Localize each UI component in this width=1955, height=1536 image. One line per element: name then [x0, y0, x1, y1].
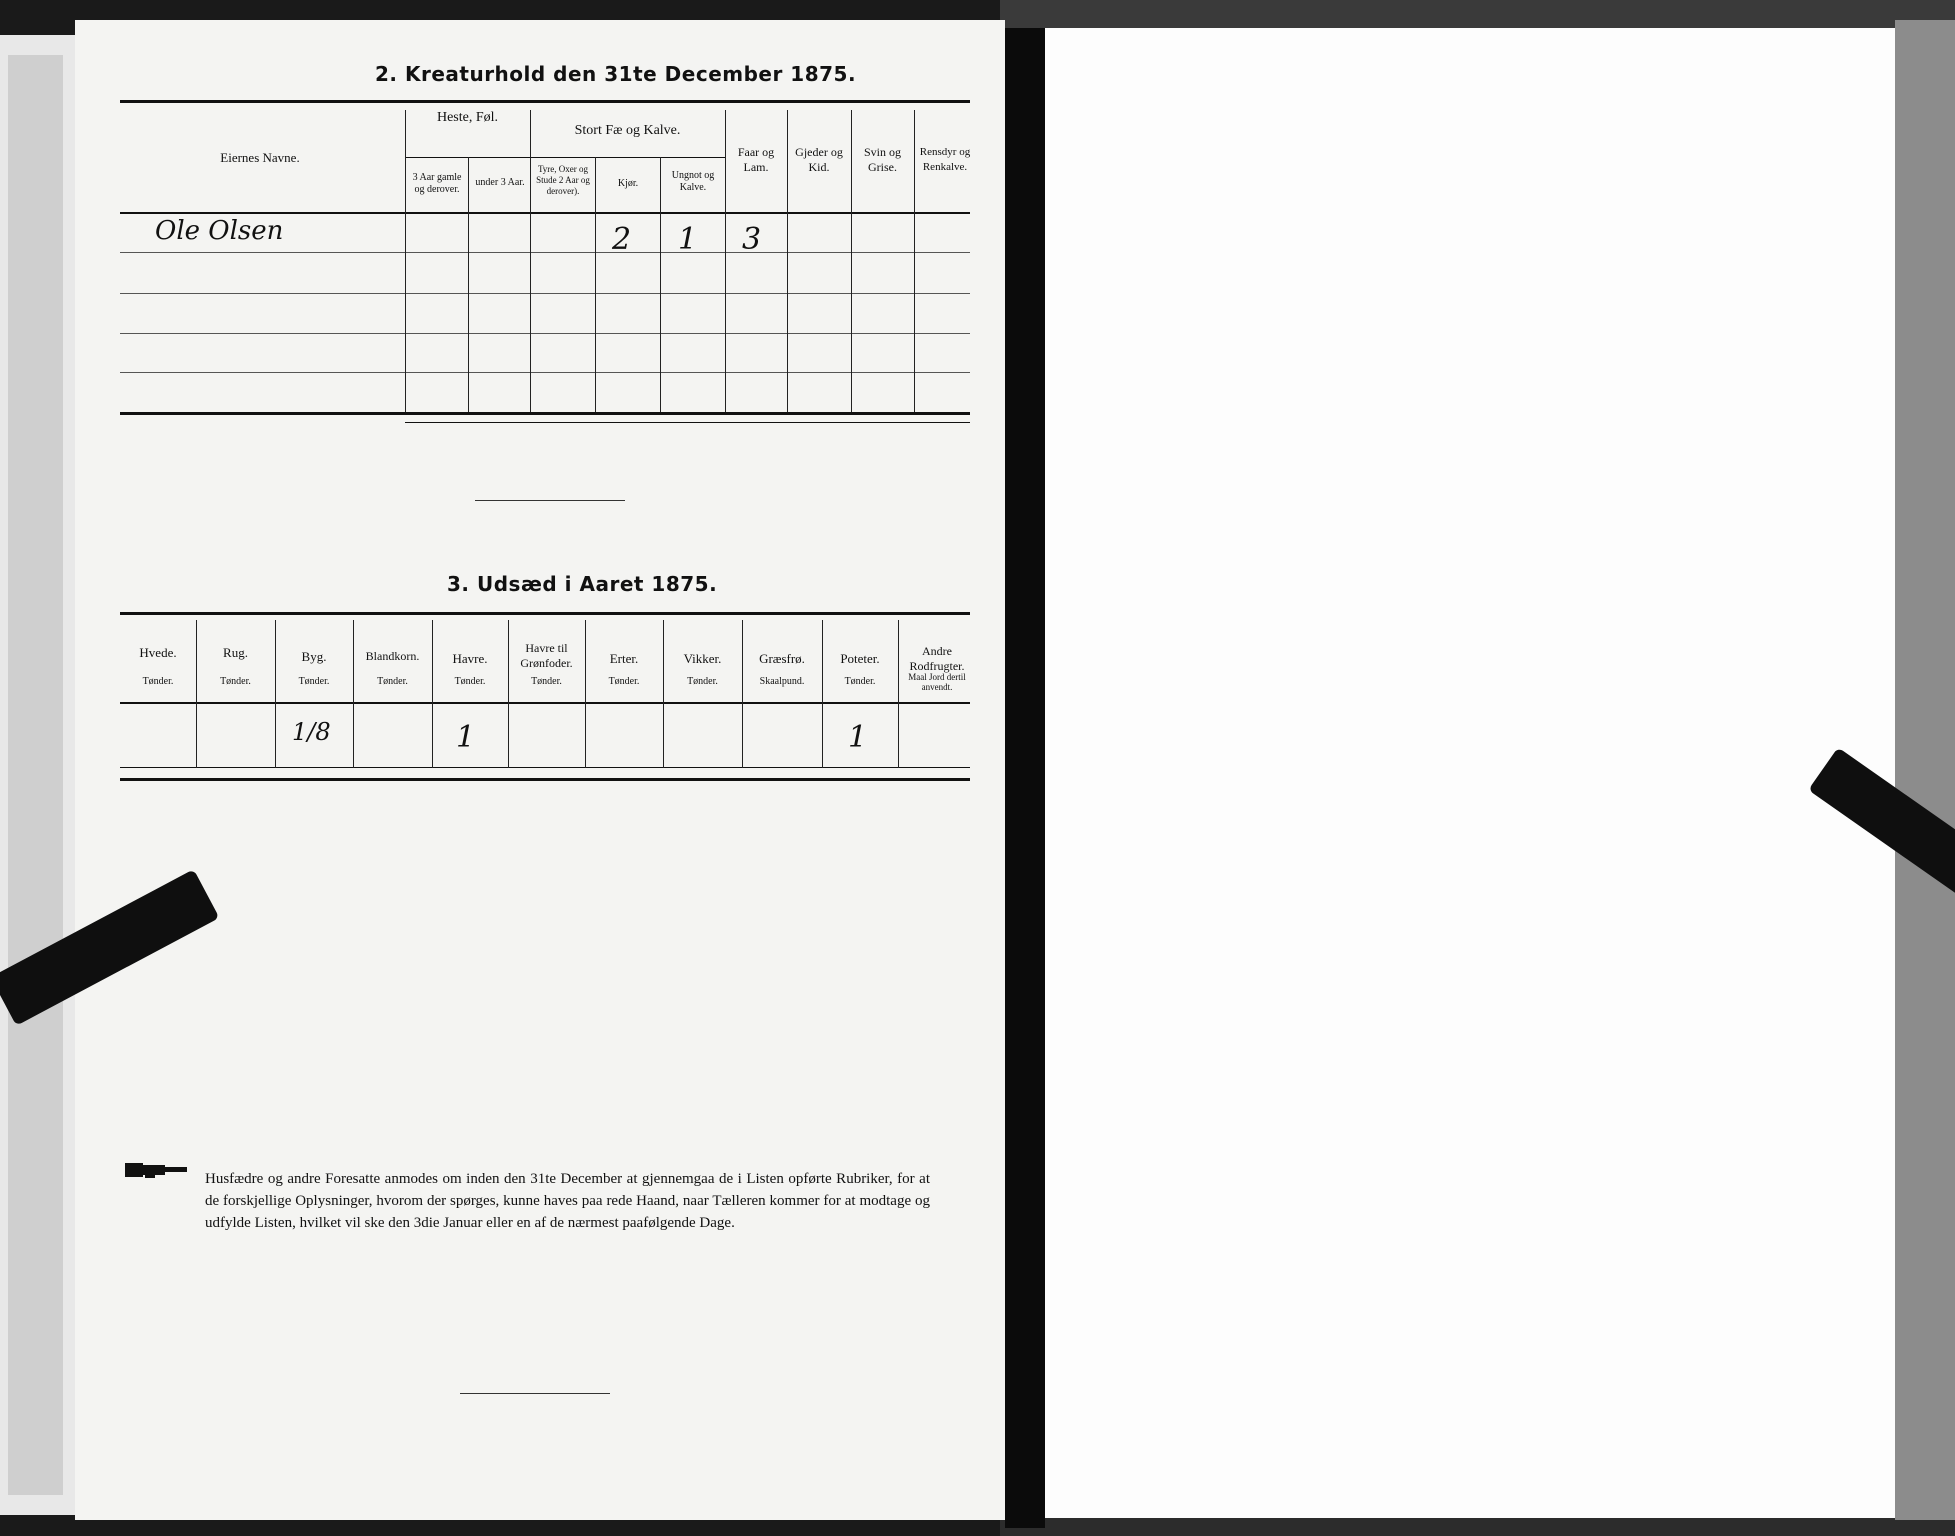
unit-byg: Tønder.: [298, 676, 330, 687]
table2-header-rule: [120, 212, 970, 214]
header-byg: Byg.: [301, 649, 327, 664]
table3-col-divider: [663, 620, 664, 768]
table3-header-rule: [120, 702, 970, 704]
header-poteter: Poteter.: [840, 651, 880, 666]
book-edge-right: [1895, 20, 1955, 1520]
table3-col-divider: [898, 620, 899, 768]
header-havre-gronfoder: Havre til Grønfoder.: [520, 641, 573, 670]
unit-hvede: Tønder.: [142, 676, 174, 687]
cows-value: 2: [612, 222, 632, 257]
table3-col-divider: [432, 620, 433, 768]
footer-dash: [460, 1393, 610, 1394]
section2-title: 2. Kreaturhold den 31te December 1875.: [375, 62, 857, 86]
table3-top-rule: [120, 612, 970, 615]
header-cows: Kjør.: [617, 178, 639, 189]
header-graesfro: Græsfrø.: [759, 651, 805, 666]
table2-row-line: [120, 372, 970, 373]
table2-bottom-rule: [120, 412, 970, 415]
header-owner-names: Eiernes Navne.: [220, 150, 300, 165]
table3-values-rule: [120, 767, 970, 768]
unit-havre: Tønder.: [454, 676, 486, 687]
unit-erter: Tønder.: [608, 676, 640, 687]
table3-col-divider: [822, 620, 823, 768]
table2-row-line: [120, 252, 970, 253]
header-young-cattle: Ungnot og Kalve.: [671, 170, 715, 193]
havre-value: 1: [456, 720, 476, 755]
header-erter: Erter.: [609, 651, 639, 666]
header-andre-rodfrugter: Andre Rodfrugter.: [909, 644, 965, 673]
table2-col-divider: [468, 157, 469, 412]
header-vikker: Vikker.: [683, 651, 722, 666]
table3-col-divider: [742, 620, 743, 768]
book-gutter: [1005, 28, 1045, 1528]
table2-col-divider: [660, 157, 661, 412]
right-page-blank: [1045, 28, 1895, 1518]
table2-group-rule-cattle: [530, 157, 725, 158]
separator-dash: [475, 500, 625, 501]
table3-col-divider: [196, 620, 197, 768]
table2-row-line: [120, 293, 970, 294]
table2-top-rule: [120, 100, 970, 103]
header-rug: Rug.: [223, 645, 248, 660]
table2-row-line: [120, 333, 970, 334]
unit-havre-gronfoder: Tønder.: [531, 676, 562, 687]
owner-name-handwritten: Ole Olsen: [155, 216, 284, 246]
header-cattle: Stort Fæ og Kalve.: [574, 123, 681, 138]
header-horses-young: under 3 Aar.: [475, 177, 525, 188]
book-edge-shadow: [8, 55, 63, 1495]
notice-text: Husfædre og andre Foresatte anmodes om inden den 31te December at gjennemgaa de i Listen opførte Rubriker, for at de forskjellige Oplysninger, hvorom der spørges, kunne haves paa rede Haand, naar Tælleren kommer for at modtage og udfylde Listen, hvilket vil ske den 3die Januar eller en af de nærmest paafølgende Dage.: [205, 1171, 930, 1231]
unit-rug: Tønder.: [220, 676, 251, 687]
unit-poteter: Tønder.: [844, 676, 876, 687]
table3-bottom-rule: [120, 778, 970, 781]
table2-col-divider: [595, 157, 596, 412]
table3-col-divider: [275, 620, 276, 768]
sheep-value: 3: [742, 222, 762, 257]
scan-background-top: [1000, 0, 1955, 28]
unit-blandkorn: Tønder.: [377, 676, 408, 687]
header-blandkorn: Blandkorn.: [365, 649, 420, 663]
header-hvede: Hvede.: [139, 645, 177, 660]
pointing-hand-icon: [125, 1160, 187, 1180]
table2-col-divider: [530, 110, 531, 412]
header-bulls: Tyre, Oxer og Stude 2 Aar og derover).: [536, 164, 590, 196]
section3-title: 3. Udsæd i Aaret 1875.: [447, 572, 718, 596]
young-cattle-value: 1: [678, 222, 698, 257]
table2-bottom-rule-2: [405, 422, 970, 423]
unit-vikker: Tønder.: [687, 676, 718, 687]
table3-col-divider: [353, 620, 354, 768]
header-horses-old: 3 Aar gamle og derover.: [412, 172, 462, 195]
unit-andre-rodfrugter: Maal Jord dertil anvendt.: [908, 672, 966, 692]
poteter-value: 1: [848, 720, 868, 755]
unit-graesfro: Skaalpund.: [759, 676, 805, 687]
header-reindeer: Rensdyr og Renkalve.: [919, 146, 971, 173]
header-pigs: Svin og Grise.: [863, 145, 901, 174]
header-sheep: Faar og Lam.: [737, 145, 775, 174]
header-horses: Heste, Føl.: [436, 110, 499, 125]
header-goats: Gjeder og Kid.: [795, 145, 843, 174]
table2-col-divider: [405, 110, 406, 412]
byg-value: 1/8: [292, 718, 331, 746]
header-havre: Havre.: [452, 651, 488, 666]
table3-col-divider: [585, 620, 586, 768]
